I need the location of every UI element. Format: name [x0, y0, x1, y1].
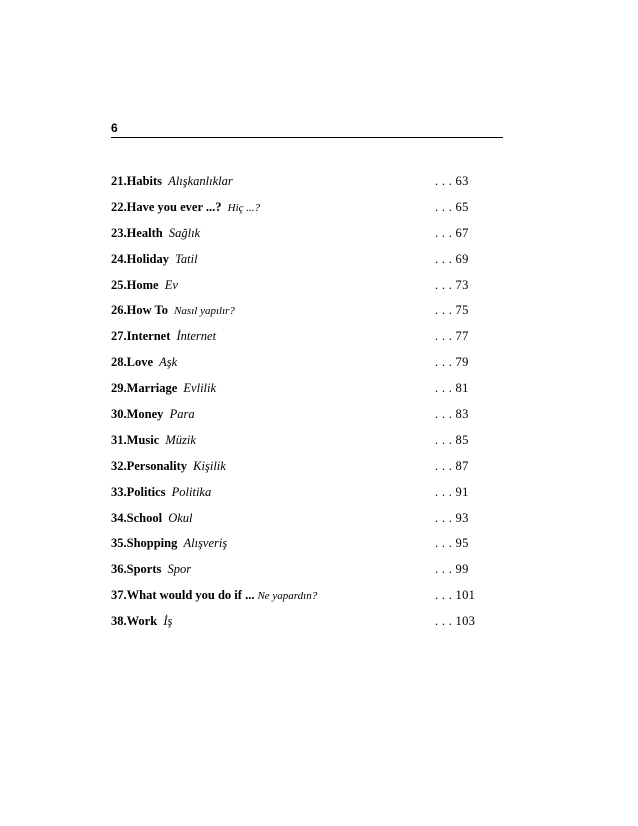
- table-of-contents: [111, 172, 491, 638]
- toc-row: [111, 509, 491, 535]
- toc-row: [111, 224, 491, 250]
- entry-page: . . . 87: [435, 458, 469, 473]
- toc-entry[interactable]: [111, 174, 233, 188]
- toc-entry[interactable]: [111, 536, 227, 550]
- entry-title: Habits: [126, 174, 163, 188]
- entry-title: Money: [126, 407, 164, 422]
- entry-translation: Nasıl yapılır?: [174, 305, 235, 318]
- entry-page: . . . 67: [435, 225, 469, 240]
- entry-translation: Müzik: [165, 432, 196, 447]
- entry-page: . . . 63: [435, 174, 469, 188]
- toc-row: [111, 379, 491, 405]
- entry-translation: Spor: [167, 562, 192, 577]
- entry-page: . . . 77: [435, 329, 469, 344]
- entry-page: . . . 85: [435, 432, 469, 447]
- entry-translation: Alışkanlıklar: [168, 174, 233, 188]
- entry-number: 31.: [111, 432, 127, 447]
- entry-page: . . . 91: [435, 484, 469, 499]
- entry-page: . . . 81: [435, 381, 469, 396]
- entry-page: . . . 99: [435, 562, 469, 577]
- toc-entry[interactable]: [111, 355, 177, 369]
- toc-entry[interactable]: [111, 381, 216, 395]
- entry-translation: Tatil: [175, 251, 198, 266]
- entry-number: 36.: [111, 562, 127, 577]
- entry-number: 27.: [111, 329, 127, 344]
- entry-number: 24.: [111, 251, 127, 266]
- entry-translation: Para: [169, 407, 195, 422]
- entry-number: 26.: [111, 303, 127, 318]
- toc-entry[interactable]: [111, 511, 193, 525]
- entry-translation: Aşk: [159, 355, 178, 370]
- toc-row: [111, 560, 491, 586]
- entry-title: Music: [126, 432, 160, 447]
- entry-title: Shopping: [126, 536, 178, 551]
- entry-translation: Politika: [171, 484, 212, 499]
- page-number: 6: [111, 121, 118, 135]
- entry-number: 28.: [111, 355, 127, 370]
- entry-page: . . . 93: [435, 510, 469, 525]
- entry-translation: İnternet: [176, 329, 217, 344]
- entry-page: . . . 101: [435, 588, 476, 603]
- entry-page: . . . 79: [435, 355, 469, 370]
- entry-title: Work: [126, 614, 158, 629]
- entry-page: . . . 65: [435, 199, 469, 214]
- entry-title: Holiday: [126, 251, 169, 266]
- entry-translation: Ev: [164, 277, 178, 292]
- toc-entry[interactable]: [111, 278, 178, 292]
- entry-title: What would you do if: [126, 588, 242, 603]
- toc-row: [111, 405, 491, 431]
- toc-row: [111, 327, 491, 353]
- toc-row: [111, 276, 491, 302]
- entry-number: 22.: [111, 199, 127, 214]
- toc-entry[interactable]: [111, 329, 216, 343]
- entry-translation: Okul: [168, 510, 193, 525]
- entry-translation: Alışveriş: [183, 536, 228, 551]
- toc-row: [111, 483, 491, 509]
- toc-row: [111, 301, 491, 327]
- toc-row: [111, 250, 491, 276]
- entry-title: Sports: [126, 562, 162, 577]
- entry-translation: Ne yapardın?: [257, 590, 318, 603]
- entry-number: 23.: [111, 225, 127, 240]
- entry-title: Love: [126, 355, 154, 370]
- entry-title: Marriage: [126, 381, 178, 396]
- toc-row: [111, 172, 491, 198]
- toc-entry[interactable]: [111, 614, 172, 628]
- toc-entry[interactable]: [111, 588, 317, 602]
- entry-page: . . . 75: [435, 303, 469, 318]
- toc-row: [111, 457, 491, 483]
- entry-connector: ...: [245, 588, 255, 603]
- entry-title: Personality: [126, 458, 188, 473]
- toc-entry[interactable]: [111, 252, 198, 266]
- entry-page: . . . 103: [435, 614, 476, 629]
- toc-entry[interactable]: [111, 459, 226, 473]
- toc-entry[interactable]: [111, 303, 235, 317]
- entry-number: 33.: [111, 484, 127, 499]
- entry-title: Politics: [126, 484, 166, 499]
- toc-row: [111, 534, 491, 560]
- entry-translation: Kişilik: [193, 458, 226, 473]
- entry-number: 25.: [111, 277, 127, 292]
- toc-row: [111, 586, 491, 612]
- toc-row: [111, 431, 491, 457]
- entry-number: 34.: [111, 510, 127, 525]
- entry-page: . . . 95: [435, 536, 469, 551]
- entry-translation: Sağlık: [168, 225, 201, 240]
- toc-entry[interactable]: [111, 562, 191, 576]
- entry-page: . . . 83: [435, 407, 469, 422]
- entry-translation: İş: [163, 614, 173, 629]
- entry-translation: Hiç ...?: [227, 201, 261, 214]
- entry-number: 35.: [111, 536, 127, 551]
- entry-translation: Evlilik: [183, 381, 217, 396]
- toc-entry[interactable]: [111, 226, 200, 240]
- toc-row: [111, 198, 491, 224]
- entry-number: 21.: [111, 174, 127, 188]
- entry-title: School: [126, 510, 163, 525]
- entry-number: 30.: [111, 407, 127, 422]
- toc-row: [111, 612, 491, 638]
- entry-title: Health: [126, 225, 163, 240]
- entry-title: Have you ever ...?: [126, 199, 222, 214]
- entry-page: . . . 73: [435, 277, 469, 292]
- entry-number: 32.: [111, 458, 127, 473]
- entry-title: Internet: [126, 329, 171, 344]
- toc-entry[interactable]: [111, 407, 195, 421]
- toc-row: [111, 353, 491, 379]
- toc-entry[interactable]: [111, 200, 260, 214]
- toc-entry[interactable]: [111, 433, 196, 447]
- entry-title: How To: [126, 303, 168, 318]
- entry-number: 37.: [111, 588, 127, 603]
- entry-number: 38.: [111, 614, 127, 629]
- entry-page: . . . 69: [435, 251, 469, 266]
- header-rule: [111, 137, 503, 138]
- toc-entry[interactable]: [111, 485, 211, 499]
- entry-number: 29.: [111, 381, 127, 396]
- entry-title: Home: [126, 277, 159, 292]
